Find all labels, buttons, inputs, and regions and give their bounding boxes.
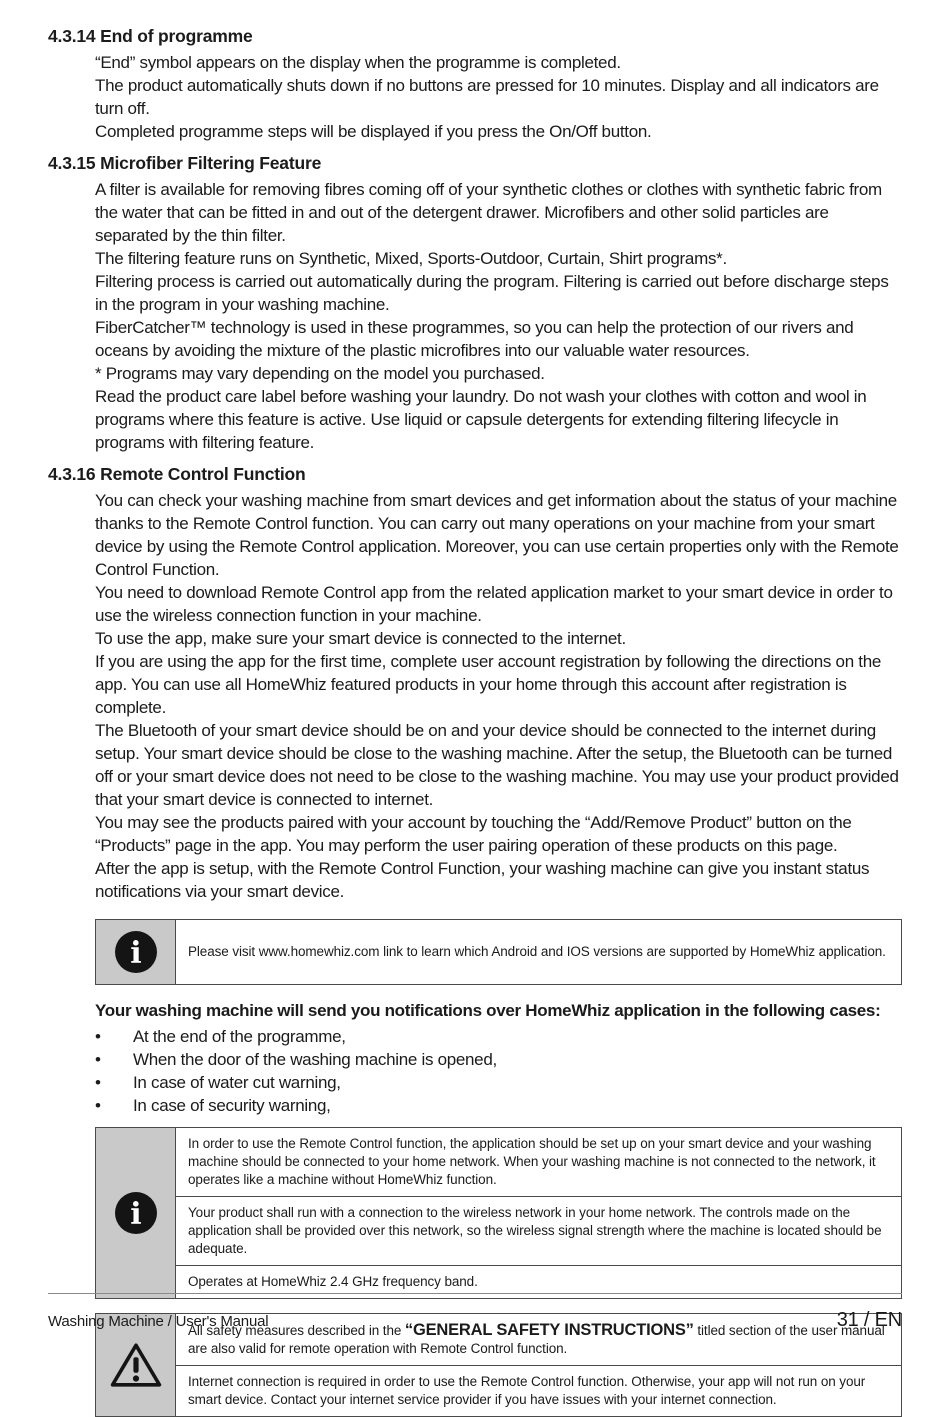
info-icon-cell [96,1128,176,1298]
list-item [95,1071,902,1094]
info-box-rows [176,920,901,984]
paragraph: “End” symbol appears on the display when the programme is completed. [95,53,621,72]
paragraph: The Bluetooth of your smart device should be on and your device should be connected to the internet during setup. Your smart device should be close to the washing machine. After the setup, the Bluetooth can be turned off or your smart device does not need to be close to the washing machine. You may use your product provided that your smart device is connected to internet. [95,721,899,809]
warning-text: Internet connection is required in order to use the Remote Control function. Otherwise, your app will not run on your smart device. Contact your internet service provider if you have issues with your internet connection. [188,1374,866,1407]
bullet-icon: • [95,1027,101,1046]
paragraph: To use the app, make sure your smart device is connected to the internet. [95,629,626,648]
paragraph: After the app is setup, with the Remote Control Function, your washing machine can give you instant status notifications via your smart device. [95,859,870,901]
paragraph: You can check your washing machine from smart devices and get information about the status of your machine thanks to the Remote Control function. You can carry out many operations on your machine from your smart device by using the Remote Control application. Moreover, you can use certain properties only with the Remote Control Function. [95,491,899,579]
svg-text:i: i [129,1197,142,1232]
info-text: In order to use the Remote Control function, the application should be set up on your smart device and your washing machine should be connected to your home network. When your washing machine is not connected to the network, it operates like a machine without HomeWhiz function. [188,1136,876,1187]
section-microfiber-filtering [48,153,902,454]
info-icon-cell [96,920,176,984]
paragraph: A filter is available for removing fibres coming off of your synthetic clothes or clothes with synthetic fabric from the water that can be fitted in and out of the detergent drawer. Microfibers and other solid particles are separated by the thin filter. [95,180,882,245]
paragraph: You need to download Remote Control app from the related application market to your smart device in order to use the wireless connection function in your machine. [95,583,893,625]
warning-icon [110,1341,162,1389]
paragraph: Filtering process is carried out automatically during the program. Filtering is carried out before discharge steps in the program in your washing machine. [95,272,889,314]
list-item [95,1025,902,1048]
warning-text-post: titled section of the user manual are also valid for remote operation with Remote Control function. [188,1323,885,1356]
section-remote-control [48,464,902,903]
paragraph: The filtering feature runs on Synthetic, Mixed, Sports-Outdoor, Curtain, Shirt programs*. [95,249,727,268]
paragraph: The product automatically shuts down if no buttons are pressed for 10 minutes. Display and all indicators are turn off. [95,76,879,118]
notifications-heading: Your washing machine will send you notifications over HomeWhiz application in the following cases: [95,1001,881,1020]
svg-text:i: i [129,936,142,971]
section-body [95,178,902,454]
page-footer [48,1293,902,1332]
info-box-remote-control [95,1127,902,1299]
warning-row [176,1366,901,1416]
notifications-list [95,1025,902,1117]
paragraph: If you are using the app for the first time, complete user account registration by following the directions on the app. You can use all HomeWhiz featured products in your home through this account after registration is complete. [95,652,882,717]
section-title: Remote Control Function [100,464,306,484]
list-item [95,1048,902,1071]
section-end-of-programme [48,26,902,143]
section-number: 4.3.14 [48,26,96,46]
list-item-text: In case of security warning, [133,1096,331,1115]
info-text: Your product shall run with a connection to the wireless network in your home network. The controls made on the application shall be provided over this network, so the wireless signal strength where the machine is located should be adequate. [188,1205,882,1256]
bullet-icon: • [95,1073,101,1092]
info-text: Please visit www.homewhiz.com link to learn which Android and IOS versions are supported by HomeWhiz application. [188,944,886,959]
info-row [176,1197,901,1266]
bullet-icon: • [95,1050,101,1069]
section-number: 4.3.15 [48,153,96,173]
list-item-text: At the end of the programme, [133,1027,346,1046]
bullet-icon: • [95,1096,101,1115]
list-item-text: When the door of the washing machine is opened, [133,1050,497,1069]
section-body [95,489,902,903]
list-item [95,1094,902,1117]
info-row [176,1128,901,1197]
paragraph: You may see the products paired with your account by touching the “Add/Remove Product” button on the “Products” page in the app. You may perform the user pairing operation of these products on this page. [95,813,852,855]
section-title: Microfiber Filtering Feature [100,153,322,173]
info-box-rows [176,1128,901,1298]
warning-text-bold: “GENERAL SAFETY INSTRUCTIONS” [404,1321,694,1339]
paragraph: Completed programme steps will be displayed if you press the On/Off button. [95,122,652,141]
section-number: 4.3.16 [48,464,96,484]
info-text: Operates at HomeWhiz 2.4 GHz frequency band. [188,1274,478,1289]
section-body [95,51,902,143]
info-box-homewhiz-versions [95,919,902,985]
paragraph: FiberCatcher™ technology is used in these programmes, so you can help the protection of our rivers and oceans by avoiding the mixture of the plastic microfibres into our valuable water resources. [95,318,854,360]
info-icon [114,1191,158,1235]
paragraph: * Programs may vary depending on the model you purchased. [95,364,545,383]
info-icon [114,930,158,974]
info-row [176,920,901,984]
section-title: End of programme [100,26,253,46]
section-heading [48,153,902,174]
section-heading [48,26,902,47]
paragraph: Read the product care label before washing your laundry. Do not wash your clothes with cotton and wool in programs where this feature is active. Use liquid or capsule detergents for extending filtering lifecycle in programs with filtering feature. [95,387,867,452]
footer-page-number: 31 / EN [836,1309,902,1331]
section-heading [48,464,902,485]
footer-document-title: Washing Machine / User's Manual [48,1313,269,1330]
list-item-text: In case of water cut warning, [133,1073,341,1092]
warning-text-pre: All safety measures described in the [188,1323,405,1338]
